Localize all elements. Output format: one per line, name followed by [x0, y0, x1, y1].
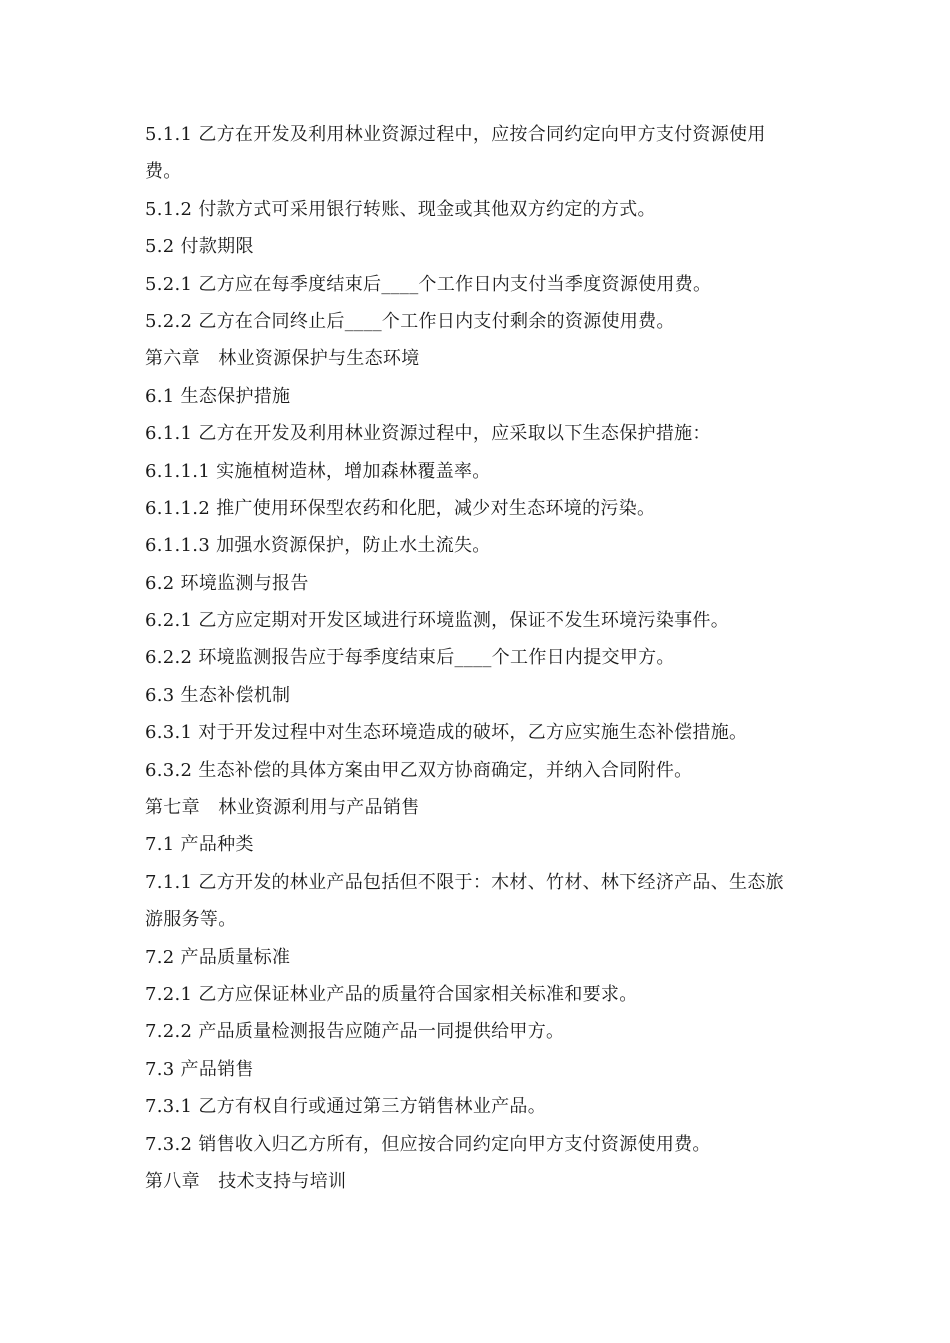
chapter-7-heading: 第七章 林业资源利用与产品销售: [145, 797, 420, 819]
clause-7-1-1-line-2: 游服务等。: [145, 909, 237, 931]
section-6-3: 6.3 生态补偿机制: [145, 684, 291, 706]
chapter-6-heading: 第六章 林业资源保护与生态环境: [145, 348, 420, 370]
clause-5-1-2: 5.1.2 付款方式可采用银行转账、现金或其他双方约定的方式。: [145, 198, 656, 220]
clause-5-1-1-line-1: 5.1.1 乙方在开发及利用林业资源过程中，应按合同约定向甲方支付资源使用: [145, 124, 766, 145]
clause-6-2-2: 6.2.2 环境监测报告应于每季度结束后____个工作日内提交甲方。: [145, 647, 675, 669]
clause-5-1-1-line-2: 费。: [145, 161, 182, 183]
clause-7-2-1: 7.2.1 乙方应保证林业产品的质量符合国家相关标准和要求。: [145, 983, 638, 1005]
clause-6-2-1: 6.2.1 乙方应定期对开发区域进行环境监测，保证不发生环境污染事件。: [145, 610, 730, 632]
clause-6-1-1-2: 6.1.1.2 推广使用环保型农药和化肥，减少对生态环境的污染。: [145, 497, 656, 519]
clause-6-1-1: 6.1.1 乙方在开发及利用林业资源过程中，应采取以下生态保护措施：: [145, 423, 711, 445]
clause-6-1-1-3: 6.1.1.3 加强水资源保护，防止水土流失。: [145, 535, 491, 557]
section-7-1: 7.1 产品种类: [145, 834, 254, 856]
clause-6-1-1-1: 6.1.1.1 实施植树造林，增加森林覆盖率。: [145, 460, 491, 482]
clause-7-1-1-line-1: 7.1.1 乙方开发的林业产品包括但不限于：木材、竹材、林下经济产品、生态旅: [145, 871, 784, 893]
section-6-1: 6.1 生态保护措施: [145, 385, 291, 407]
clause-7-2-2: 7.2.2 产品质量检测报告应随产品一同提供给甲方。: [145, 1021, 565, 1043]
section-7-3: 7.3 产品销售: [145, 1058, 254, 1080]
chapter-8-heading: 第八章 技术支持与培训: [145, 1170, 347, 1192]
clause-5-2-1: 5.2.1 乙方应在每季度结束后____个工作日内支付当季度资源使用费。: [145, 273, 712, 295]
section-6-2: 6.2 环境监测与报告: [145, 572, 309, 594]
clause-5-2-2: 5.2.2 乙方在合同终止后____个工作日内支付剩余的资源使用费。: [145, 310, 675, 332]
clause-7-3-1: 7.3.1 乙方有权自行或通过第三方销售林业产品。: [145, 1096, 547, 1118]
clause-7-3-2: 7.3.2 销售收入归乙方所有，但应按合同约定向甲方支付资源使用费。: [145, 1133, 711, 1155]
clause-6-3-1: 6.3.1 对于开发过程中对生态环境造成的破坏，乙方应实施生态补偿措施。: [145, 722, 748, 744]
document-body: [145, 116, 815, 1200]
section-5-2: 5.2 付款期限: [145, 236, 254, 258]
section-7-2: 7.2 产品质量标准: [145, 946, 291, 968]
clause-6-3-2: 6.3.2 生态补偿的具体方案由甲乙双方协商确定，并纳入合同附件。: [145, 759, 693, 781]
